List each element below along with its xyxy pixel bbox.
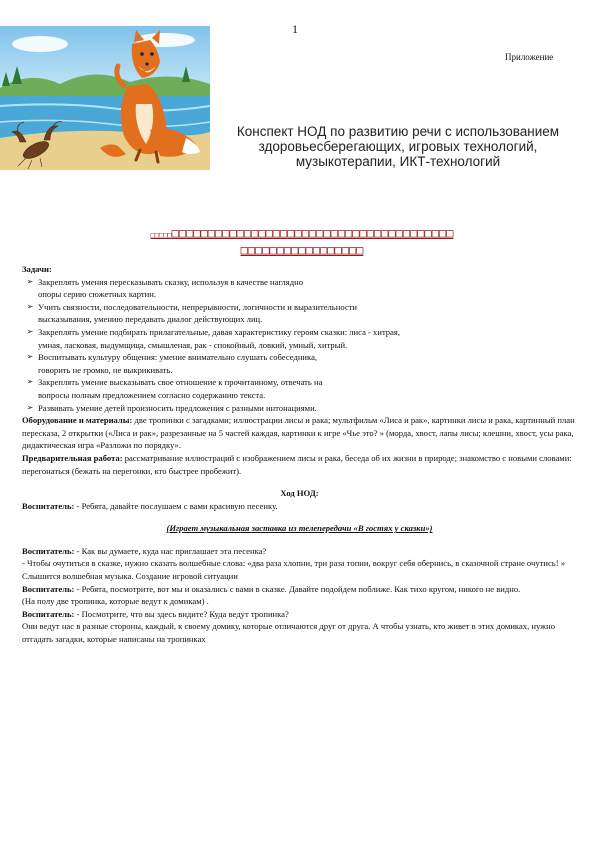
tasks-label: Задачи:	[22, 264, 52, 274]
task-item: ➢ Учить связности, последовательности, непрерывности, логичности и выразительности высказывания, умению передавать диалог действующих лиц.	[22, 301, 577, 326]
garbled-heading-prefix: □□□□□	[150, 231, 172, 239]
dialogue-line: Воспитатель: - Ребята, давайте послушаем с вами красивую песенку.	[22, 500, 278, 511]
garbled-heading-line1: □□□□□□□□□□□□□□□□□□□□□□□□□□□□□□□□□□□□□□□	[171, 226, 454, 240]
dialogue-line: - Чтобы очутиться в сказке, нужно сказать волшебные слова: «два раза хлопни, три раза топни, вокруг себя обернись, в сказочной стране очутись! »	[22, 558, 566, 569]
appendix-label: Приложение	[505, 52, 554, 62]
arrow-bullet-icon: ➢	[26, 352, 34, 362]
dialogue-line: Слышится волшебная музыка. Создание игровой ситуации	[22, 571, 238, 582]
arrow-bullet-icon: ➢	[26, 301, 34, 311]
page-number: 1	[292, 22, 298, 36]
task-item: ➢ Закреплять умение подбирать прилагательные, давая характеристику героям сказки: лиса - хитрая, умная, ласковая, выдумщица, смышленая, рак - спокойный, ловкий, умный, хитрый.	[22, 326, 577, 351]
document-body	[22, 263, 577, 646]
task-item: ➢ Закреплять умения пересказывать сказку, используя в качестве наглядно опоры серию сюжетных картин.	[22, 276, 577, 301]
document-title: Конспект НОД по развитию речи с использованием здоровьесберегающих, игровых технологий, музыкотерапии, ИКТ-технологий	[236, 124, 560, 169]
arrow-bullet-icon: ➢	[26, 402, 34, 412]
preliminary-paragraph: Предварительная работа: рассматривание иллюстраций с изображением лисы и рака, беседа об их жизни в природе; знакомство с новыми словами: перегонаться (бежать на перегонки, кто быстрее пробежит).	[22, 452, 572, 476]
dialogue-line: Воспитатель: - Посмотрите, что вы здесь видите? Куда ведут тропинка?	[22, 608, 289, 619]
fox-and-crayfish-illustration	[0, 26, 210, 170]
music-note: (Играет музыкальная заставка из телепередачи «В гостях у сказки»)	[166, 523, 433, 534]
garbled-heading	[112, 226, 492, 258]
arrow-bullet-icon: ➢	[26, 326, 34, 336]
dialogue-line: Воспитатель: - Ребята, посмотрите, вот мы и оказались с вами в сказке. Давайте подойдем поближе. Как тихо кругом, никого не видно.	[22, 583, 521, 594]
task-item: ➢ Развивать умение детей произносить предложения с разными интонациями.	[22, 402, 577, 415]
arrow-bullet-icon: ➢	[26, 276, 34, 286]
dialogue-line: Воспитатель: - Как вы думаете, куда нас приглашает эта песенка?	[22, 545, 267, 556]
dialogue-line: Они ведут нас в разные стороны, каждый, к своему домику, которые отличаются друг от друга. А чтобы узнать, кто живет в этих домиках, нужно отгадать загадки, которые написаны на тропинках	[22, 621, 555, 645]
dialogue-line: (На полу две тропинка, которые ведут к домикам) .	[22, 596, 209, 607]
arrow-bullet-icon: ➢	[26, 377, 34, 387]
equipment-paragraph: Оборудование и материалы: две тропинки с загадками; иллюстрации лисы и рака; мультфильм «Лиса и рак», картинки лисы и рака, картинный план пересказа, 2 открытки («Лиса и рак», разрезанные на 5 частей каждая, картинки к игре «Чье это? » (морда, хвост, лапы лисы; клешни, хвост, усы рака, дидактическая игра «Разложи по порядку».	[22, 415, 575, 451]
task-item: ➢ Воспитывать культуру общения: умение внимательно слушать собеседника, говорить не громко, не выкрикивать.	[22, 351, 577, 376]
course-heading: Ход НОД:	[280, 488, 319, 499]
garbled-heading-line2: □□□□□□□□□□□□□□□□□	[240, 243, 364, 257]
task-item: ➢ Закреплять умение высказывать свое отношение к прочитанному, отвечать на вопросы полным предложением согласно содержанию текста.	[22, 376, 577, 401]
